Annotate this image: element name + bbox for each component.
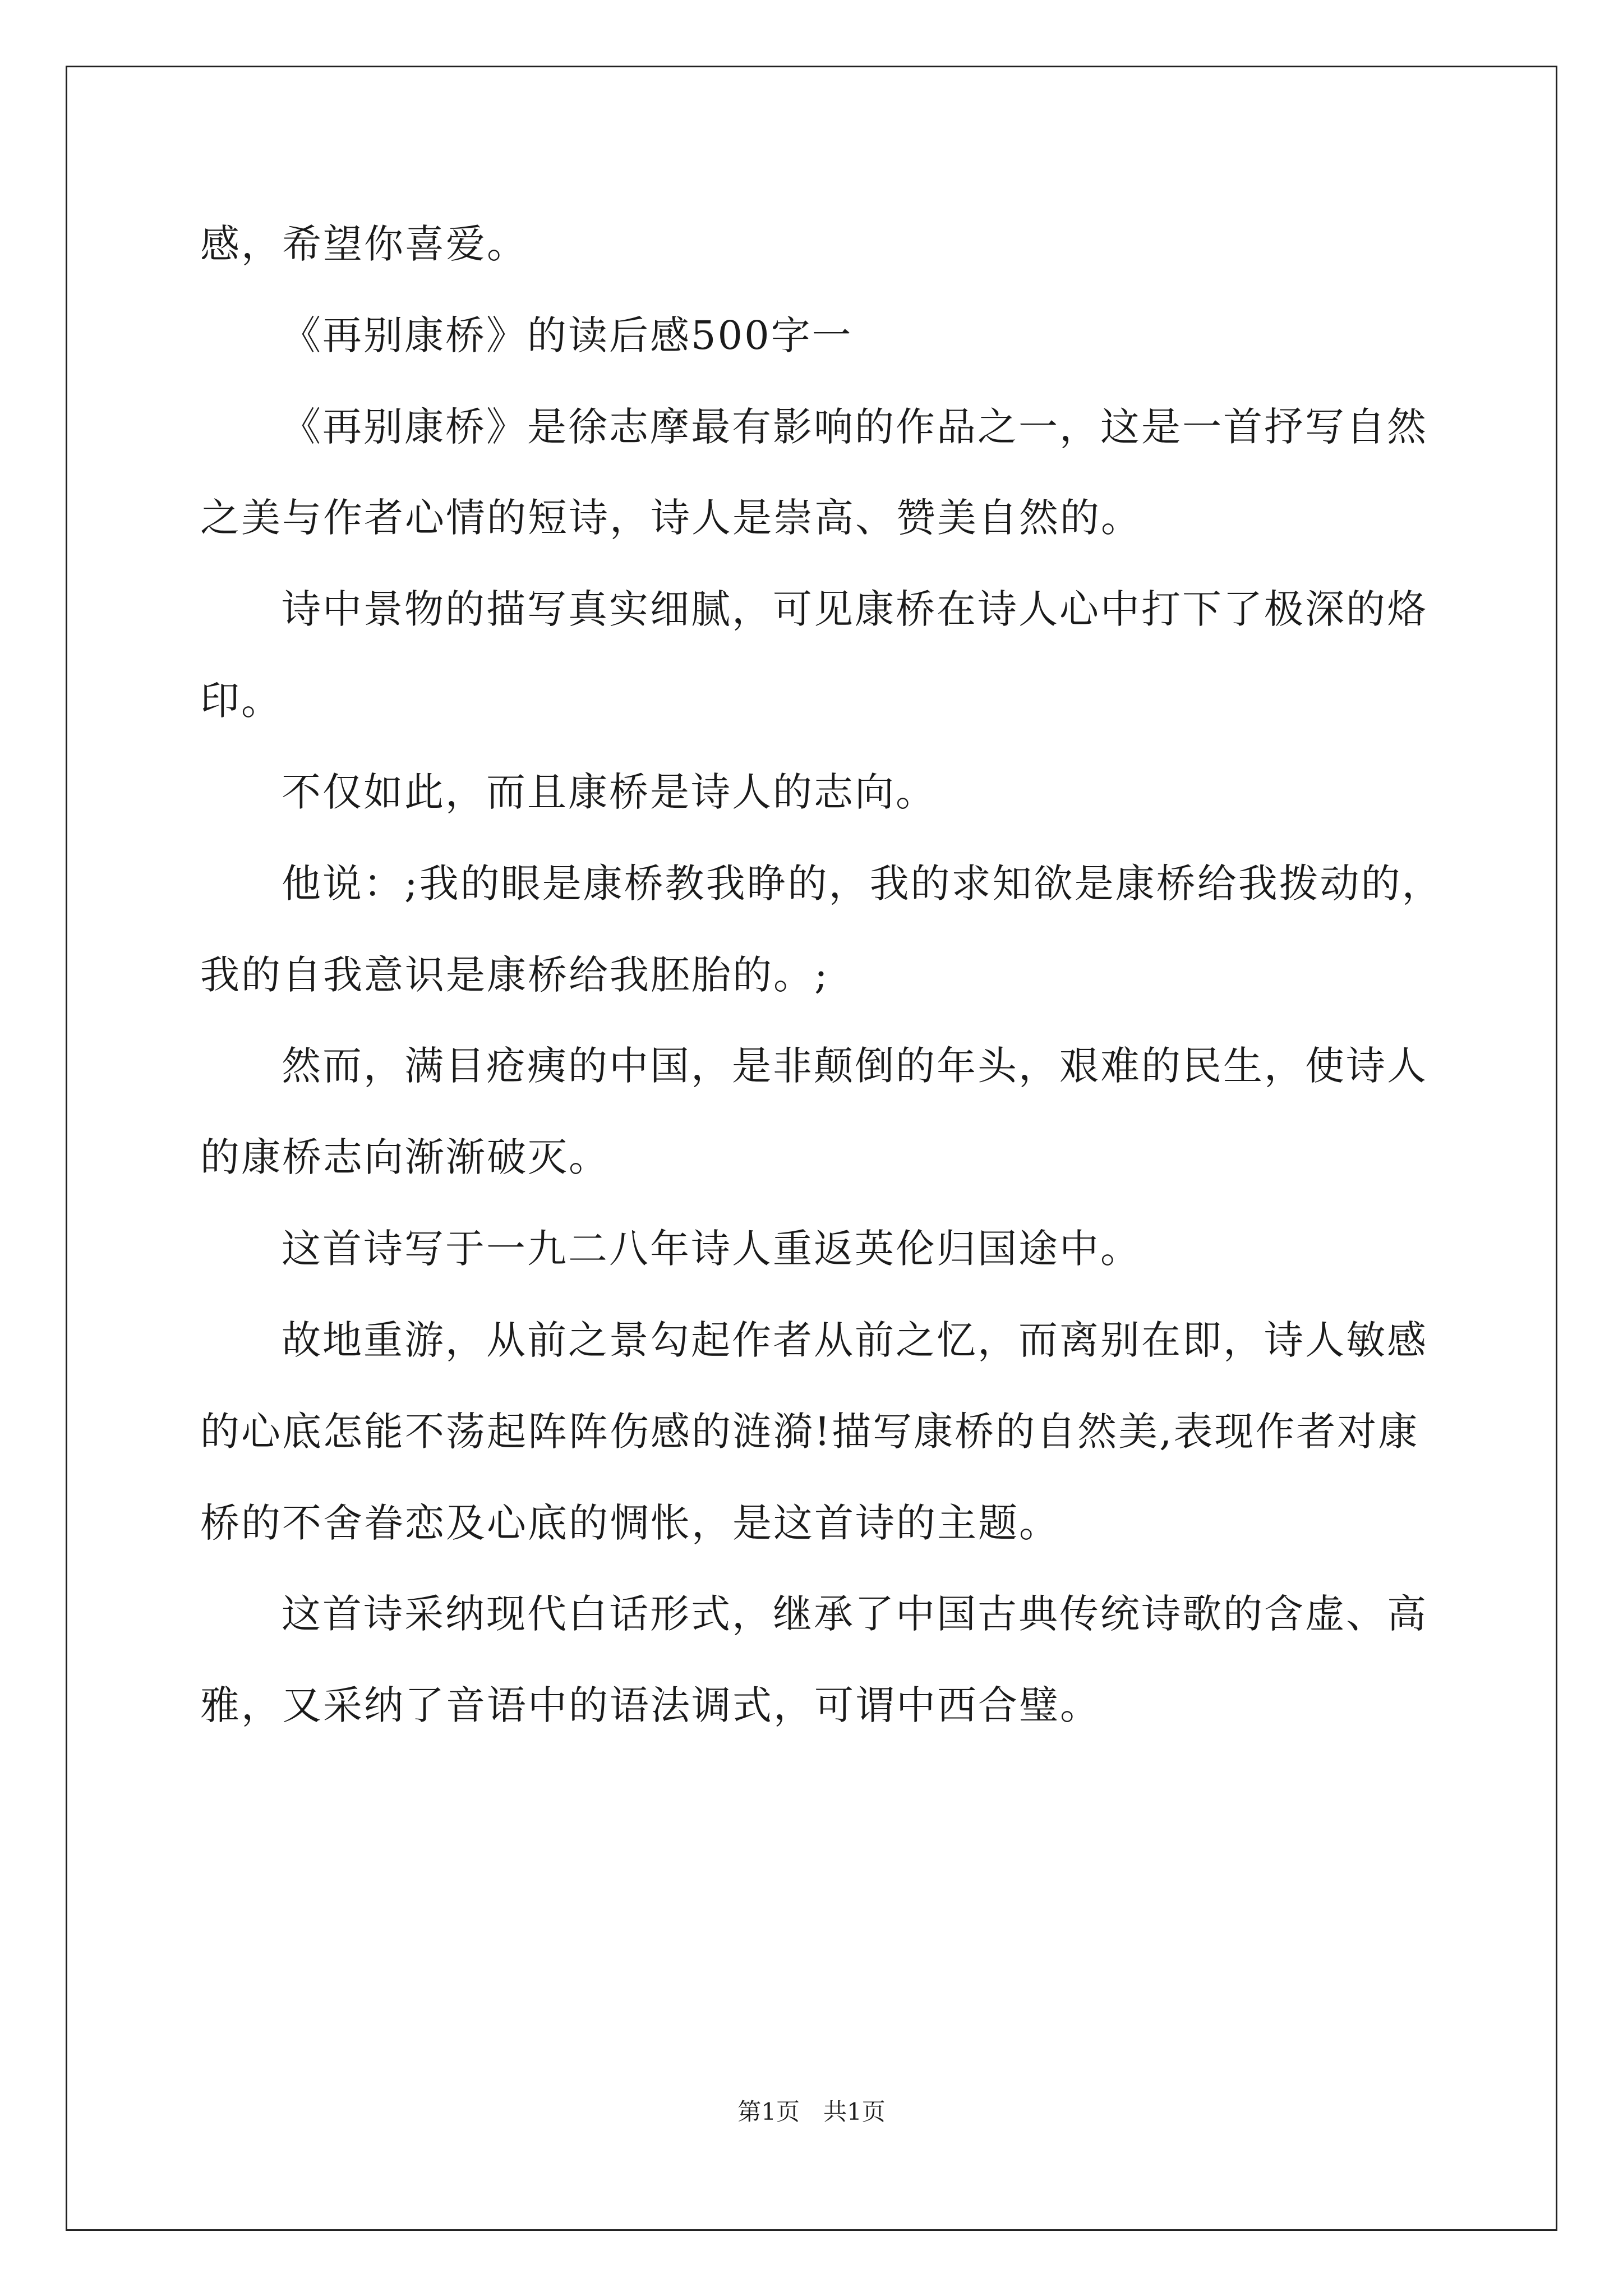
text-line: 不仅如此，而且康桥是诗人的志向。 bbox=[282, 769, 937, 815]
section-heading: 《再别康桥》的读后感500字一 bbox=[282, 312, 853, 358]
text-line: 他说：;我的眼是康桥教我睁的，我的求知欲是康桥给我拨动的， bbox=[282, 861, 1443, 907]
text-line: 感，希望你喜爱。 bbox=[200, 221, 528, 267]
page-number: 第1页 共1页 bbox=[737, 2098, 886, 2125]
text-line: 印。 bbox=[200, 678, 282, 724]
text-line: 这首诗采纳现代白话形式，继承了中国古典传统诗歌的含虚、高 bbox=[282, 1591, 1428, 1637]
text-line: 雅，又采纳了音语中的语法调式，可谓中西合璧。 bbox=[200, 1682, 1101, 1728]
text-line: 然而，满目疮痍的中国，是非颠倒的年头，艰难的民生，使诗人 bbox=[282, 1043, 1428, 1089]
text-line: 诗中景物的描写真实细腻，可见康桥在诗人心中打下了极深的烙 bbox=[282, 586, 1428, 632]
text-line: 的心底怎能不荡起阵阵伤感的涟漪!描写康桥的自然美,表现作者对康 bbox=[200, 1409, 1419, 1455]
text-line: 之美与作者心情的短诗，诗人是崇高、赞美自然的。 bbox=[200, 495, 1142, 541]
text-line: 桥的不舍眷恋及心底的惆怅，是这首诗的主题。 bbox=[200, 1500, 1060, 1546]
text-line: 这首诗写于一九二八年诗人重返英伦归国途中。 bbox=[282, 1226, 1141, 1272]
text-line: 的康桥志向渐渐破灭。 bbox=[200, 1134, 610, 1180]
text-line: 《再别康桥》是徐志摩最有影响的作品之一，这是一首抒写自然 bbox=[282, 404, 1428, 450]
text-line: 我的自我意识是康桥给我胚胎的。; bbox=[200, 952, 829, 998]
text-line: 故地重游，从前之景勾起作者从前之忆，而离别在即，诗人敏感 bbox=[282, 1317, 1428, 1363]
